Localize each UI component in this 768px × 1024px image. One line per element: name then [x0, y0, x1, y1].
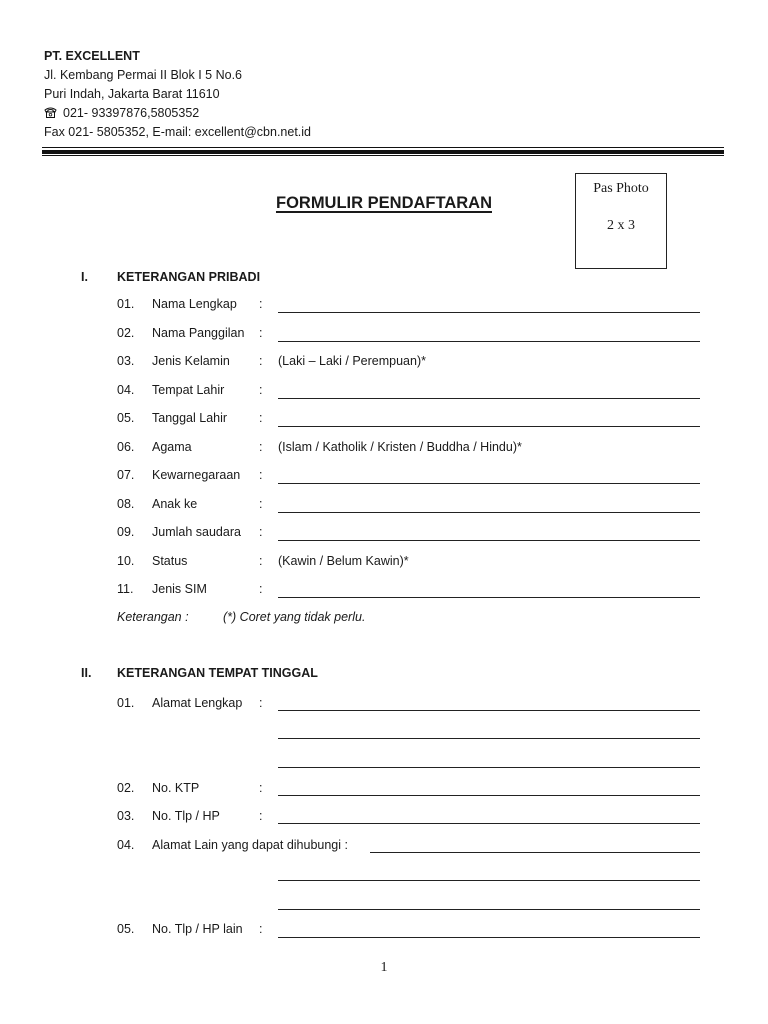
alamat-lain-field-1[interactable]	[370, 852, 700, 853]
company-phone-line	[44, 105, 199, 121]
section1-row-colon: :	[259, 382, 263, 397]
header-rule-thick	[42, 150, 724, 154]
company-name: PT. EXCELLENT	[44, 49, 140, 63]
section1-row-colon: :	[259, 582, 263, 596]
section2-row-num: 03.	[117, 809, 135, 823]
company-address-line2: Puri Indah, Jakarta Barat 11610	[44, 87, 220, 101]
section1-row-label: Kewarnegaraan	[152, 468, 241, 482]
section1-row-num: 03.	[117, 354, 135, 368]
section1-row-options[interactable]: (Laki – Laki / Perempuan)*	[278, 354, 426, 368]
section1-row-colon: :	[259, 439, 263, 454]
section1-row-label: Tempat Lahir	[152, 382, 225, 397]
section2-row-label: Alamat Lengkap	[152, 696, 243, 710]
section1-row-colon: :	[259, 553, 263, 568]
section1-row-colon: :	[259, 496, 263, 511]
section2-row-colon: :	[259, 781, 263, 795]
photo-box-label: Pas Photo	[593, 181, 649, 196]
section1-row-colon: :	[259, 297, 263, 311]
no-tlp-hp-lain-field[interactable]	[278, 937, 700, 938]
alamat-lengkap-field-3[interactable]	[278, 767, 700, 768]
section1-row-num: 11.	[117, 582, 134, 596]
section1-row-num: 08.	[117, 496, 135, 511]
section1-row-field[interactable]	[278, 483, 700, 484]
section1-row-num: 07.	[117, 468, 135, 482]
section1-row-colon: :	[259, 468, 263, 482]
section1-title: KETERANGAN PRIBADI	[117, 270, 261, 284]
section2-row-num: 02.	[117, 781, 135, 795]
section1-row-label: Jenis SIM	[152, 582, 207, 596]
telephone-icon	[44, 107, 57, 118]
section1-row-num: 10.	[117, 553, 135, 568]
section1-row-options[interactable]: (Islam / Katholik / Kristen / Buddha / Hindu)*	[278, 439, 522, 454]
form-title: FORMULIR PENDAFTARAN	[275, 194, 492, 212]
section1-row-num: 02.	[117, 325, 135, 340]
section1-row-field[interactable]	[278, 597, 700, 598]
section1-number: I.	[81, 270, 88, 284]
note-text: (*) Coret yang tidak perlu.	[223, 610, 366, 624]
photo-box-size: 2 x 3	[607, 218, 635, 233]
header-rule-bottom	[42, 155, 724, 156]
section1-row-num: 05.	[117, 411, 135, 425]
section1-row-field[interactable]	[278, 341, 700, 342]
section1-row-num: 09.	[117, 525, 135, 539]
section2-title: KETERANGAN TEMPAT TINGGAL	[117, 666, 318, 680]
section2-row-colon: :	[259, 696, 263, 710]
section2-row-label: Alamat Lain yang dapat dihubungi :	[152, 838, 348, 852]
section1-row-label: Nama Panggilan	[152, 325, 245, 340]
company-phone: 021- 93397876,5805352	[63, 106, 200, 120]
header-rule-top	[42, 147, 724, 148]
section1-row-field[interactable]	[278, 312, 700, 313]
section1-row-field[interactable]	[278, 398, 700, 399]
no-tlp-hp-field[interactable]	[278, 823, 700, 824]
section1-row-field[interactable]	[278, 512, 700, 513]
section1-row-colon: :	[259, 325, 263, 340]
section1-row-label: Status	[152, 553, 188, 568]
alamat-lain-field-2[interactable]	[278, 880, 700, 881]
section1-row-label: Jenis Kelamin	[152, 354, 230, 368]
section1-row-colon: :	[259, 525, 263, 539]
section1-row-label: Nama Lengkap	[152, 297, 237, 311]
section2-row-label: No. Tlp / HP lain	[152, 922, 243, 936]
section2-row-label: No. Tlp / HP	[152, 809, 220, 823]
note-label: Keterangan :	[117, 610, 189, 624]
section1-row-num: 06.	[117, 439, 135, 454]
section2-number: II.	[81, 666, 92, 680]
no-ktp-field[interactable]	[278, 795, 700, 796]
section1-row-num: 01.	[117, 297, 135, 311]
alamat-lain-field-3[interactable]	[278, 909, 700, 910]
section2-row-label: No. KTP	[152, 781, 200, 795]
alamat-lengkap-field-2[interactable]	[278, 738, 700, 739]
alamat-lengkap-field-1[interactable]	[278, 710, 700, 711]
section1-row-label: Jumlah saudara	[152, 525, 241, 539]
section1-row-label: Tanggal Lahir	[152, 411, 228, 425]
section2-row-num: 01.	[117, 696, 135, 710]
section1-row-colon: :	[259, 411, 263, 425]
section2-row-colon: :	[259, 922, 263, 936]
section1-row-colon: :	[259, 354, 263, 368]
photo-box	[575, 173, 667, 269]
section1-row-label: Anak ke	[152, 496, 198, 511]
section1-row-num: 04.	[117, 382, 135, 397]
page-number: 1	[380, 960, 388, 975]
section2-row-colon: :	[259, 809, 263, 823]
section1-row-field[interactable]	[278, 540, 700, 541]
section2-row-num: 04.	[117, 838, 135, 852]
section2-row-num: 05.	[117, 922, 135, 936]
section1-row-field[interactable]	[278, 426, 700, 427]
company-fax-email: Fax 021- 5805352, E-mail: excellent@cbn.net.id	[44, 125, 312, 139]
company-address-line1: Jl. Kembang Permai II Blok I 5 No.6	[44, 68, 243, 82]
section1-row-options[interactable]: (Kawin / Belum Kawin)*	[278, 553, 409, 568]
section1-row-label: Agama	[152, 439, 192, 454]
